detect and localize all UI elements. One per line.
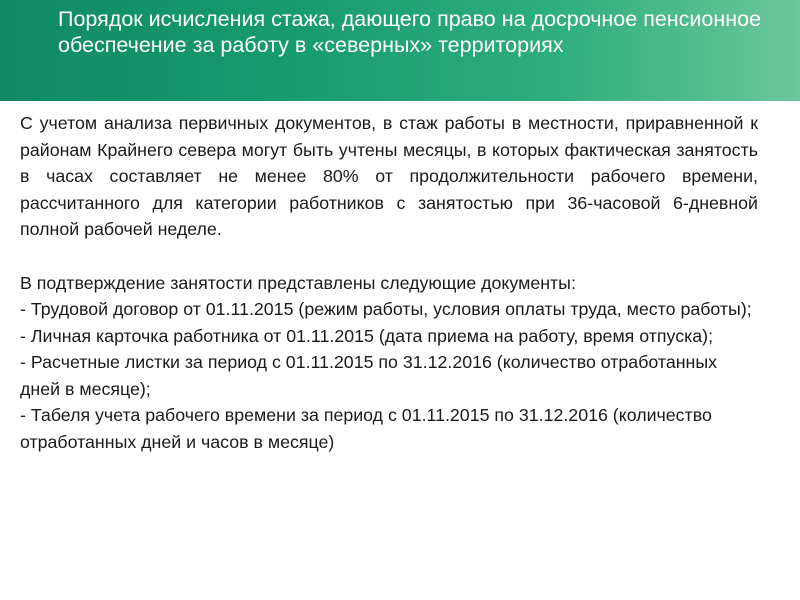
document-item-payslips: - Расчетные листки за период с 01.11.2015 по 31.12.2016 (количество отработанных дней в месяце); (20, 352, 718, 399)
document-item-personal-card: - Личная карточка работника от 01.11.2015 (дата приема на работу, время отпуска); (20, 325, 714, 346)
document-item-timesheets: - Табеля учета рабочего времени за период с 01.11.2015 по 31.12.2016 (количество отработанных дней и часов в месяце) (20, 405, 712, 452)
slide-body (20, 110, 758, 455)
documents-intro: В подтверждение занятости представлены следующие документы: (20, 272, 576, 293)
body-paragraph: С учетом анализа первичных документов, в стаж работы в местности, приравненной к районам Крайнего севера могут быть учтены месяцы, в которых фактическая занятость в часах составляет не менее 80% от продолжительности рабочего времени, рассчитанного для категории работников с занятостью при 36-часовой 6-дневной полной рабочей неделе. (20, 113, 758, 239)
document-item-employment-contract: - Трудовой договор от 01.11.2015 (режим работы, условия оплаты труда, место работы); (20, 299, 752, 319)
title-banner (0, 0, 800, 101)
slide-title: Порядок исчисления стажа, дающего право на досрочное пенсионное обеспечение за работу в «северных» территориях (58, 7, 762, 57)
paragraph-spacer (20, 243, 758, 270)
